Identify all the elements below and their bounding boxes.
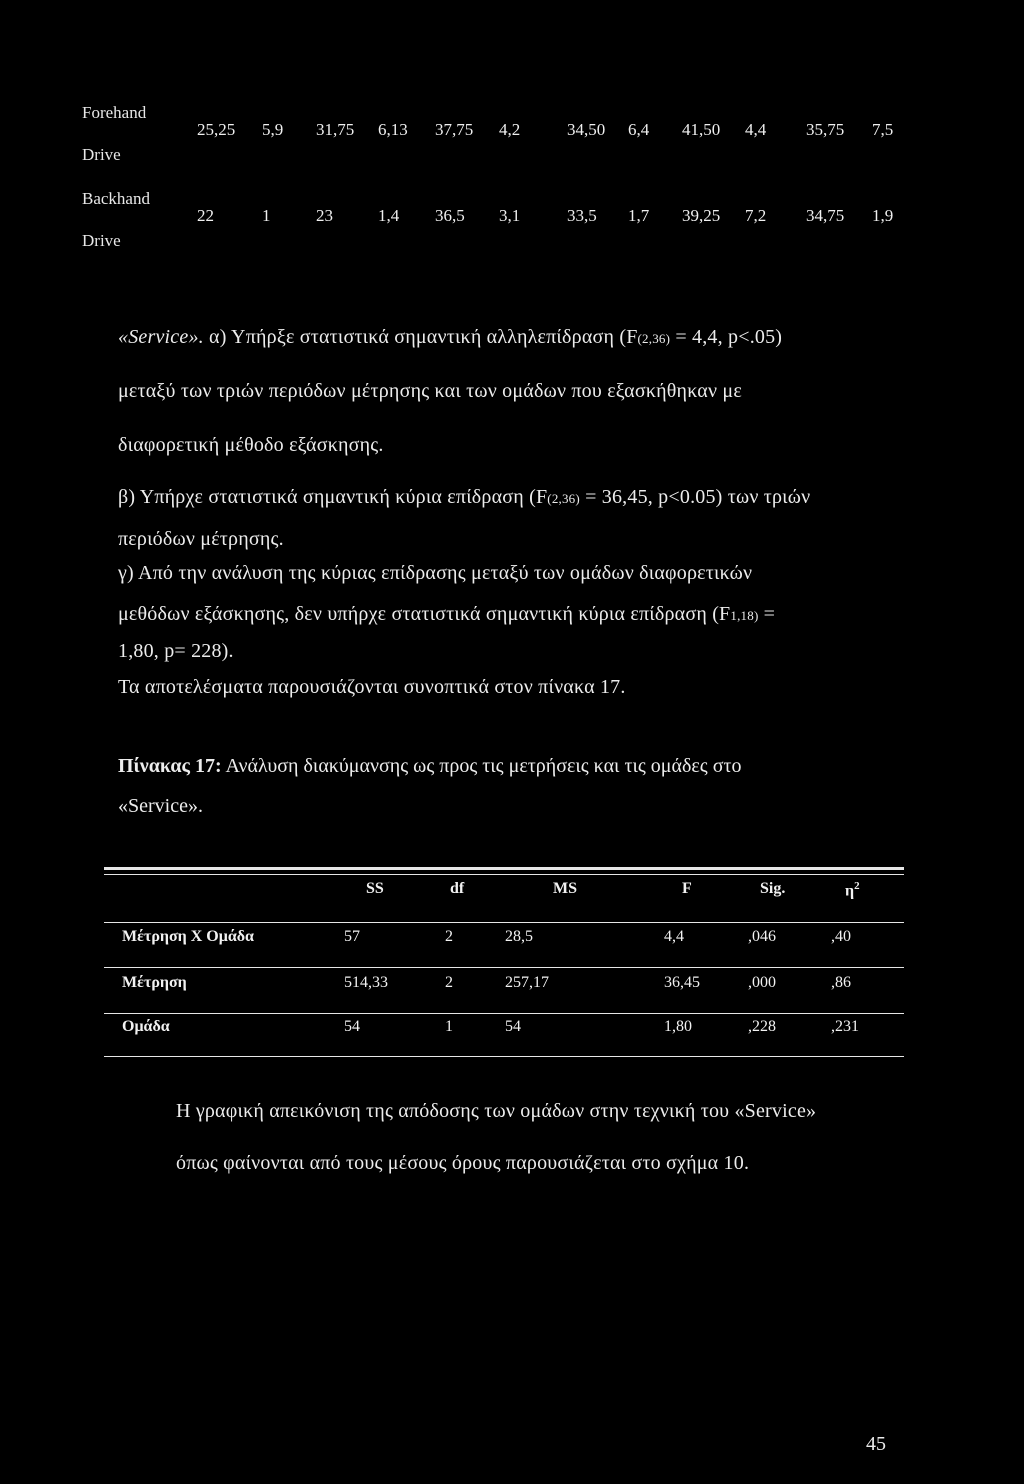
text-span: = [758,603,776,625]
table-cell: 54 [344,1018,360,1035]
text-span: = 36,45, p<0.05) των τριών [579,486,811,508]
table-header-rule [104,922,904,923]
paragraph-line: Η γραφική απεικόνιση της απόδοσης των ομάδων στην τεχνική του «Service» [176,1100,817,1122]
table-cell: 36,5 [435,206,465,225]
table-cell: 4,4 [664,928,684,945]
paragraph-line: Τα αποτελέσματα παρουσιάζονται συνοπτικά στον πίνακα 17. [118,676,626,698]
table-cell: 33,5 [567,206,597,225]
column-header [760,880,785,898]
table-cell: 6,4 [628,120,650,139]
text-span: α) Υπήρξε στατιστικά σημαντική αλληλεπίδραση (F [203,326,638,348]
table-cell: 4,2 [499,120,521,139]
row-label-line1: Forehand [82,103,147,122]
table-cell: 25,25 [197,120,236,139]
header-text: SS [366,880,384,897]
paragraph-line: γ) Από την ανάλυση της κύριας επίδρασης μεταξύ των ομάδων διαφορετικών [118,562,753,584]
row-divider [104,967,904,968]
caption-text: Ανάλυση διακύμανσης ως προς τις μετρήσεις και τις ομάδες στο [221,755,742,777]
table-cell: 39,25 [682,206,721,225]
table-cell: 34,75 [806,206,845,225]
row-label-backhand [82,188,150,252]
column-header [366,880,384,898]
text-span: β) Υπήρχε στατιστικά σημαντική κύρια επίδραση (F [118,486,548,508]
paragraph-line: 1,80, p= 228). [118,640,234,662]
row-label-line2: Drive [82,145,121,164]
table-cell: 3,1 [499,206,521,225]
table-cell: ,228 [748,1018,776,1035]
table-cell: ,000 [748,974,776,991]
table-cell: 2 [445,974,453,991]
caption-line [118,755,742,778]
table-cell: 57 [344,928,360,945]
text-span: = 4,4, p<.05) [670,326,783,348]
column-header [450,880,464,898]
caption-label: Πίνακας 17: [118,755,222,777]
table-cell: 1 [262,206,271,225]
table-cell: 4,4 [745,120,767,139]
text-span: μεθόδων εξάσκησης, δεν υπήρχε στατιστικά σημαντική κύρια επίδραση (F [118,603,731,625]
paragraph-line [118,326,782,349]
superscript: 2 [854,880,860,892]
table-bottom-rule [104,1056,904,1057]
paragraph-line [118,486,810,509]
subscript: 1,18) [730,608,759,623]
header-text: F [682,880,692,897]
column-header [845,880,860,900]
table-cell: 257,17 [505,974,549,991]
table-cell: 1,4 [378,206,400,225]
table-cell: 1,9 [872,206,894,225]
table-cell: 1,80 [664,1018,692,1035]
table-cell: 23 [316,206,333,225]
paragraph-line: μεταξύ των τριών περιόδων μέτρησης και των ομάδων που εξασκήθηκαν με [118,380,742,402]
table-cell: 34,50 [567,120,606,139]
header-text: MS [553,880,577,897]
page-number: 45 [866,1433,886,1455]
table-cell: ,046 [748,928,776,945]
table-cell: 5,9 [262,120,284,139]
table-top-rule-2 [104,874,904,875]
table-cell: ,40 [831,928,851,945]
row-label-line2: Drive [82,231,121,250]
paragraph-line: όπως φαίνονται από τους μέσους όρους παρουσιάζεται στο σχήμα 10. [176,1152,750,1174]
header-text: η [845,882,855,900]
table-cell: 36,45 [664,974,700,991]
paragraph-line [118,603,775,626]
table-cell: 22 [197,206,214,225]
column-header [553,880,577,898]
caption-line2: «Service». [118,795,203,817]
column-header [682,880,692,898]
paragraph-line: περιόδων μέτρησης. [118,528,284,550]
row-label-forehand [82,102,146,166]
italic-term: «Service». [118,326,204,348]
table-cell: 2 [445,928,453,945]
table-cell: 41,50 [682,120,721,139]
row-label: Μέτρηση [122,974,187,991]
row-label: Ομάδα [122,1018,170,1035]
table-cell: 7,2 [745,206,767,225]
subscript: (2,36) [547,491,580,506]
table-cell: 28,5 [505,928,533,945]
table-cell: 1 [445,1018,453,1035]
table-cell: ,86 [831,974,851,991]
row-label: Μέτρηση Χ Ομάδα [122,928,254,945]
row-label-line1: Backhand [82,189,150,208]
header-text: Sig. [760,880,786,897]
row-divider [104,1013,904,1014]
table-cell: 37,75 [435,120,474,139]
table-cell: 1,7 [628,206,650,225]
table-top-rule [104,867,904,870]
table-cell: 31,75 [316,120,355,139]
table-cell: ,231 [831,1018,859,1035]
table-cell: 514,33 [344,974,388,991]
header-text: df [450,880,465,897]
table-cell: 6,13 [378,120,408,139]
table-cell: 35,75 [806,120,845,139]
subscript: (2,36) [637,331,671,346]
table-cell: 7,5 [872,120,894,139]
paragraph-line: διαφορετική μέθοδο εξάσκησης. [118,434,384,456]
table-cell: 54 [505,1018,521,1035]
